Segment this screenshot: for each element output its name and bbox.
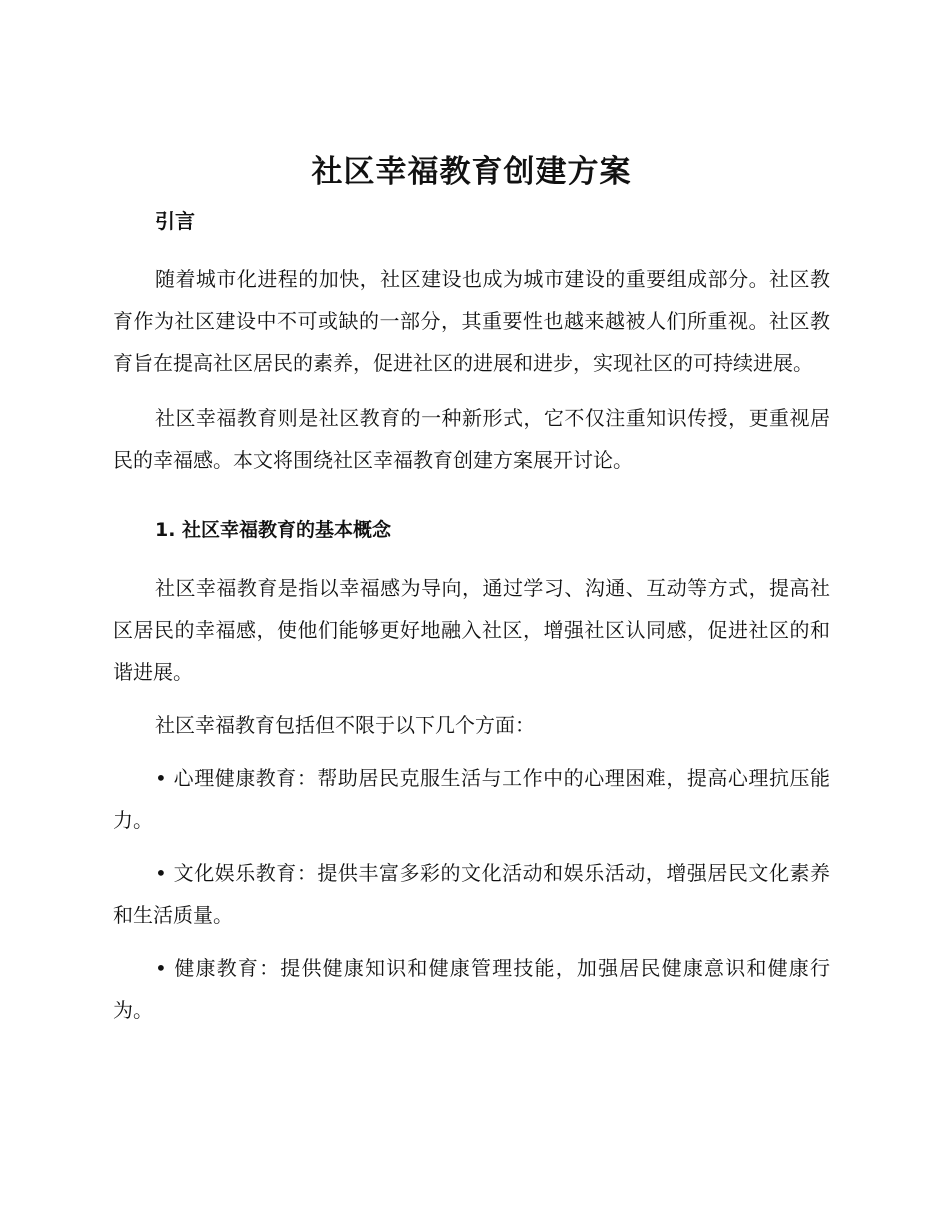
intro-paragraph-1: 随着城市化进程的加快，社区建设也成为城市建设的重要组成部分。社区教育作为社区建设中不可或缺的一部分，其重要性也越来越被人们所重视。社区教育旨在提高社区居民的素养，促进社区的进展和进步，实现社区的可持续进展。 (113, 267, 830, 375)
intro-paragraph-2: 社区幸福教育则是社区教育的一种新形式，它不仅注重知识传授，更重视居民的幸福感。本文将围绕社区幸福教育创建方案展开讨论。 (113, 406, 830, 472)
document-title: 社区幸福教育创建方案 (311, 154, 632, 190)
bullet-item-mental-health: • 心理健康教育：帮助居民克服生活与工作中的心理困难，提高心理抗压能力。 (113, 766, 830, 832)
bullet-item-culture-entertainment: • 文化娱乐教育：提供丰富多彩的文化活动和娱乐活动，增强居民文化素养和生活质量。 (113, 861, 830, 927)
section-heading-intro: 引言 (155, 209, 195, 233)
concept-paragraph-1: 社区幸福教育是指以幸福感为导向，通过学习、沟通、互动等方式，提高社区居民的幸福感，使他们能够更好地融入社区，增强社区认同感，促进社区的和谐进展。 (113, 576, 830, 684)
bullet-item-health: • 健康教育：提供健康知识和健康管理技能，加强居民健康意识和健康行为。 (113, 956, 830, 1022)
section-heading-basic-concept: 1. 社区幸福教育的基本概念 (155, 519, 392, 541)
concept-paragraph-2: 社区幸福教育包括但不限于以下几个方面： (155, 713, 535, 737)
